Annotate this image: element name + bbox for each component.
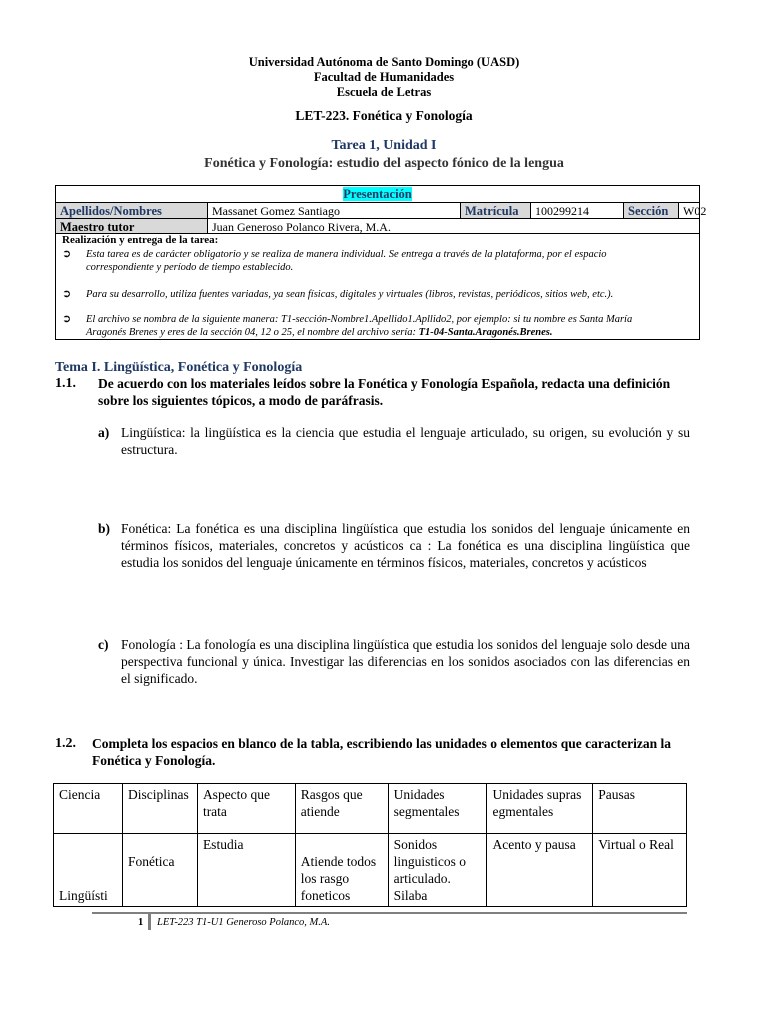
cell-rasgos: Atiende todos los rasgo foneticos (295, 834, 388, 907)
footer-divider (92, 912, 687, 914)
answer-b-letter: b) (98, 521, 111, 536)
table-header-row (54, 784, 687, 834)
question-1-1-line1: De acuerdo con los materiales leídos sobre la Fonética y Fonología Española, redacta una definición (98, 376, 671, 391)
page-number: 1 (138, 917, 144, 928)
arrow-bullet-icon: ➲ (62, 248, 72, 260)
arrow-bullet-icon: ➲ (62, 313, 72, 325)
arrow-bullet-icon: ➲ (62, 288, 72, 300)
cell-disciplina: Fonética (122, 834, 197, 907)
cell-suprasegmentales: Acento y pausa (487, 834, 593, 907)
question-1-2-number: 1.2. (55, 736, 76, 751)
university-name: Universidad Autónoma de Santo Domingo (UASD) (248, 55, 520, 69)
header-disciplinas: Disciplinas (122, 784, 197, 834)
tutor-value: Juan Generoso Polanco Rivera, M.A. (212, 220, 391, 234)
question-1-1-line2: sobre los siguientes tópicos, a modo de paráfrasis. (98, 393, 384, 408)
instruction-3-line2-text: Aragonés Brenes y eres de la sección 04, 12 o 25, el nombre del archivo sería: (86, 327, 419, 338)
name-row (56, 203, 707, 219)
answer-a-text: Lingüística: la lingüística es la ciencia que estudia el lenguaje articulado, su origen, su evolución y su estructura. (121, 425, 690, 457)
footer-separator (148, 914, 151, 930)
answer-c-letter: c) (98, 637, 109, 652)
phonetics-table (53, 783, 687, 907)
instruction-1-line2: correspondiente y período de tiempo establecido. (86, 262, 294, 273)
task-subtitle: Fonética y Fonología: estudio del aspecto fónico de la lengua (204, 156, 564, 171)
presentation-header-row (56, 186, 699, 203)
cell-ciencia: Lingüísti (54, 834, 123, 907)
header-suprasegmentales: Unidades suprasegmentales (487, 784, 593, 834)
matricula-label: Matrícula (461, 203, 531, 218)
cell-aspecto: Estudia (197, 834, 295, 907)
footer-text: LET-223 T1-U1 Generoso Polanco, M.A. (157, 917, 330, 928)
answer-c-text: Fonología : La fonología es una disciplina lingüística que estudia los sonidos del lenguaje solo desde una perspectiva funcional y única. Investigar las diferencias en los sonidos asociados con las diferencias en el significado. (121, 637, 690, 686)
example-filename: T1-04-Santa.Aragonés.Brenes. (418, 327, 553, 338)
faculty-name: Facultad de Humanidades (313, 70, 455, 84)
section-title: Tema I. Lingüística, Fonética y Fonología (55, 360, 303, 375)
question-1-1-number: 1.1. (55, 376, 76, 391)
name-value: Massanet Gomez Santiago (208, 203, 461, 218)
tutor-row (56, 219, 699, 234)
presentation-table (55, 185, 707, 340)
header-ciencia: Ciencia (54, 784, 123, 834)
instructions-label: Realización y entrega de la tarea: (62, 234, 219, 246)
instruction-3-line1: El archivo se nombra de la siguiente manera: T1-sección-Nombre1.Apellido1.Apllido2, por ejemplo: si tu nombre es Santa María (86, 314, 633, 325)
tutor-label: Maestro tutor (56, 219, 208, 233)
instruction-3-line2 (86, 326, 553, 339)
instruction-1-line1: Esta tarea es de carácter obligatorio y se realiza de manera individual. Se entrega a través de la plataforma, por el espacio (86, 249, 607, 260)
cell-segmentales: Sonidos linguisticos o articulado. Silaba (388, 834, 487, 907)
table-row (54, 834, 687, 907)
header-rasgos: Rasgos que atiende (295, 784, 388, 834)
course-title: LET-223. Fonética y Fonología (295, 108, 473, 123)
cell-pausas: Virtual o Real (593, 834, 687, 907)
answer-b-text: Fonética: La fonética es una disciplina lingüística que estudia los sonidos del lenguaje únicamente en términos físicos, materiales, concretos y acústicos ca : La fonética es una disciplina lingüística que estudia los sonidos del lenguaje únicamente en términos físicos, materiales, concretos y acústicos (121, 521, 690, 570)
seccion-label: Sección (624, 203, 679, 218)
header-pausas: Pausas (593, 784, 687, 834)
question-1-2-line2: Fonética y Fonología. (92, 753, 216, 768)
school-name: Escuela de Letras (336, 85, 432, 99)
answer-a-letter: a) (98, 425, 110, 440)
name-label: Apellidos/Nombres (56, 203, 208, 218)
header-segmentales: Unidades segmentales (388, 784, 487, 834)
question-1-2-line1: Completa los espacios en blanco de la tabla, escribiendo las unidades o elementos que caracterizan la (92, 736, 671, 751)
seccion-value: W02 (683, 204, 707, 218)
presentation-title: Presentación (343, 187, 412, 201)
instruction-2-line1: Para su desarrollo, utiliza fuentes variadas, ya sean físicas, digitales y virtuales (libros, revistas, periódicos, sitios web, etc.). (86, 289, 614, 300)
task-title: Tarea 1, Unidad I (331, 138, 437, 153)
matricula-value: 100299214 (531, 203, 624, 218)
header-aspecto: Aspecto que trata (197, 784, 295, 834)
